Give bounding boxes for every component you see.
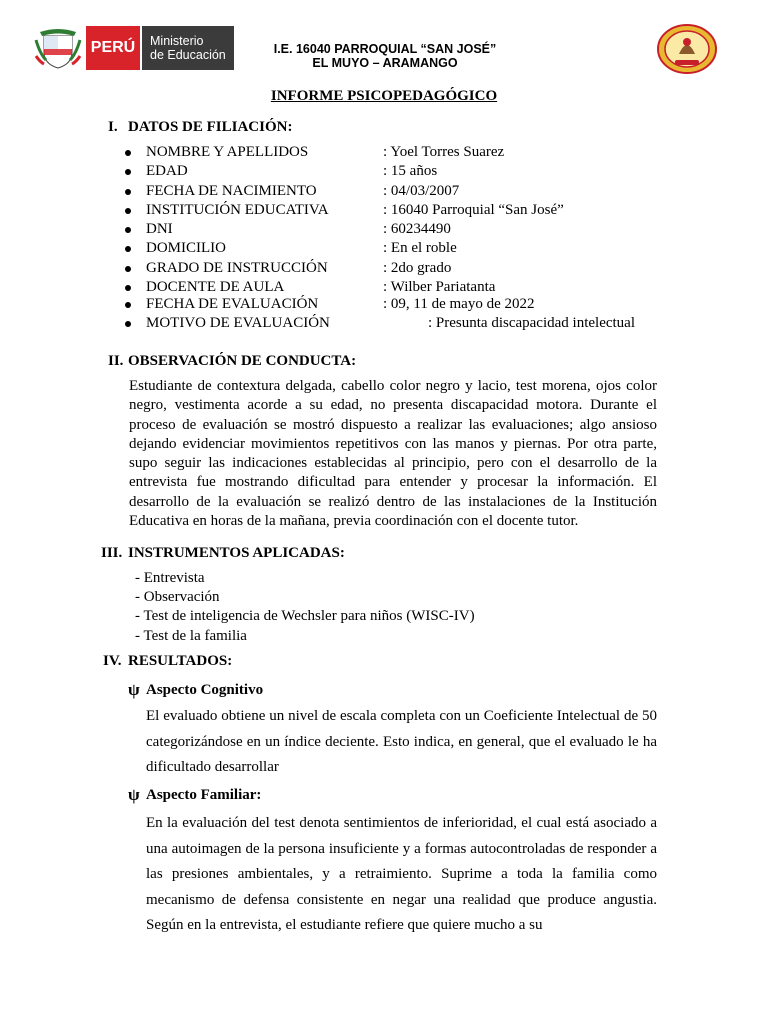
info-value: : 09, 11 de mayo de 2022 [383,296,535,312]
section-title: OBSERVACIÓN DE CONDUCTA: [128,353,357,369]
section-observacion [108,353,356,370]
instrument-item: - Entrevista [135,570,205,586]
ministry-logo [142,26,234,70]
school-line-1: I.E. 16040 PARROQUIAL “SAN JOSÉ” [273,42,497,56]
info-value: : 60234490 [383,221,451,237]
section-number: II. [108,353,124,369]
ministry-line-1: Ministerio [150,34,204,48]
info-value: : 04/03/2007 [383,183,460,199]
bullet-icon [125,285,131,291]
bullet-icon [125,302,131,308]
info-label: DOMICILIO [146,240,226,256]
peru-logo [86,26,140,70]
school-name [240,43,530,70]
section-number: I. [108,119,118,135]
instrument-item: - Test de inteligencia de Wechsler para niños (WISC-IV) [135,608,475,624]
bullet-icon [125,189,131,195]
info-label: GRADO DE INSTRUCCIÓN [146,260,328,276]
psi-bullet-icon: ψ [128,785,140,804]
info-label: DOCENTE DE AULA [146,279,285,295]
school-line-2: EL MUYO – ARAMANGO [312,55,458,70]
observacion-paragraph: Estudiante de contextura delgada, cabello color negro y lacio, test morena, ojos color negro, vestimenta acorde a su edad, no presenta discapacidad motora. Durante el proceso de evaluación se mostró dispuesto a realizar las evaluaciones; algo ansioso dejando evidenciar movimientos repetitivos con las manos y piernas. Por otra parte, supo seguir las indicaciones establecidas al principio, pero con el desarrollo de la entrevista fue mostrando dificultad para entender y procesar la información. El desarrollo de la evaluación se realizó dentro de las instalaciones de la Institución Educativa en horas de la mañana, previa coordinación con el docente tutor. [129,378,657,530]
info-label: FECHA DE NACIMIENTO [146,183,317,199]
section-datos-filiacion [108,119,292,136]
peru-coat-of-arms-icon [34,26,82,70]
info-label: MOTIVO DE EVALUACIÓN [146,315,330,331]
info-value: : 15 años [383,163,438,179]
info-value: : Wilber Pariatanta [383,279,496,295]
bullet-icon [125,321,131,327]
school-seal-icon [657,24,717,74]
section-resultados [103,653,232,670]
info-value: : Yoel Torres Suarez [383,144,505,160]
bullet-icon [125,246,131,252]
section-title: RESULTADOS: [128,653,233,669]
info-label: NOMBRE Y APELLIDOS [146,144,309,160]
info-label: DNI [146,221,173,237]
instrument-item: - Observación [135,589,220,605]
aspecto-familiar-title: Aspecto Familiar: [146,787,262,803]
info-label: INSTITUCIÓN EDUCATIVA [146,202,329,218]
section-title: DATOS DE FILIACIÓN: [128,119,293,135]
bullet-icon [125,208,131,214]
bullet-icon [125,169,131,175]
info-value: : En el roble [383,240,457,256]
aspecto-cognitivo-text: El evaluado obtiene un nivel de escala completa con un Coeficiente Intelectual de 50 categorizándose en un índice deciente. Esto indica, en general, que el evaluado le ha dificultado desarrollar [146,708,657,776]
section-number: IV. [103,653,122,669]
psi-bullet-icon: ψ [128,680,140,699]
aspecto-cognitivo-title: Aspecto Cognitivo [146,682,264,698]
bullet-icon [125,227,131,233]
info-label: FECHA DE EVALUACIÓN [146,296,319,312]
peru-logo-text: PERÚ [90,39,136,56]
aspecto-familiar-text: En la evaluación del test denota sentimientos de inferioridad, el cual está asociado a una autoimagen de la persona insuficiente y a formas autocontroladas de responder a las presiones ambientales, y a retraimiento. Suprime a toda la familia como mecanismo de defensa consistente en negar una realidad que produce angustia. Según en la entrevista, el estudiante refiere que quiere mucho a su [146,815,657,934]
info-value: : 16040 Parroquial “San José” [383,202,564,218]
document-title: INFORME PSICOPEDAGÓGICO [270,88,498,104]
info-value: : Presunta discapacidad intelectual [428,315,636,331]
info-value: : 2do grado [383,260,452,276]
ministry-line-2: de Educación [150,48,226,62]
bullet-icon [125,266,131,272]
section-title: INSTRUMENTOS APLICADAS: [128,545,345,561]
instrument-item: - Test de la familia [135,628,247,644]
info-label: EDAD [146,163,188,179]
section-instrumentos [101,545,345,562]
bullet-icon [125,150,131,156]
section-number: III. [101,545,123,561]
